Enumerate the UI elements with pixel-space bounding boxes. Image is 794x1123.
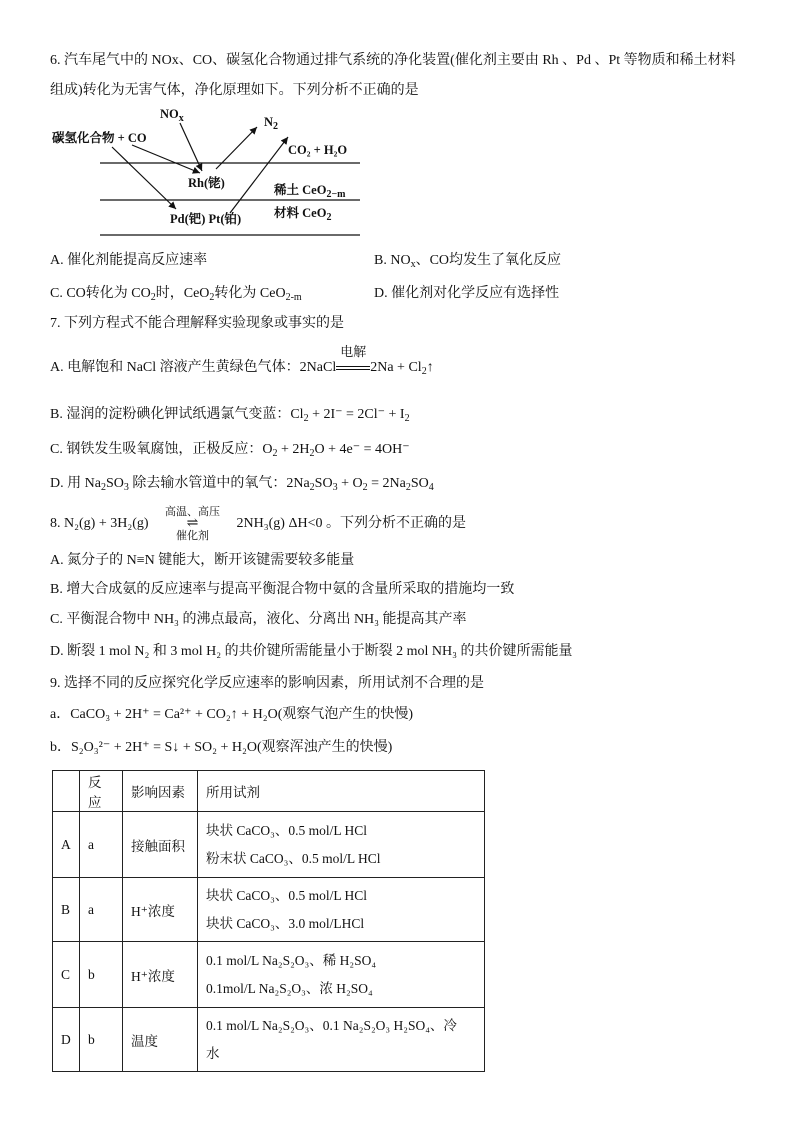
table-header-cell: 影响因素 (123, 771, 198, 812)
row-factor: H⁺浓度 (123, 878, 198, 942)
rare-earth-label: 稀土 CeO$_{2-m}$ (274, 183, 346, 200)
n2-label: $N_2$ (264, 115, 279, 132)
q8-option-d: D. 断裂 1 mol N₂ 和 3 mol H₂ 的共价键所需能量小于断裂 2 mol NH₃ 的共价键所需能量 (50, 644, 573, 659)
q8-condition-top: 高温、高压 (165, 506, 221, 518)
row-reagents: 0.1 mol/L Na₂S₂O₃、稀 H₂SO₄ 0.1mol/L Na₂S₂O₃、浓 H₂SO₄ (198, 942, 485, 1008)
reagent-table (52, 770, 485, 1072)
row-id: C (53, 942, 80, 1008)
table-row (53, 878, 485, 942)
row-reagents: 块状 CaCO₃、0.5 mol/L HCl 块状 CaCO₃、3.0 mol/LHCl (198, 878, 485, 942)
equilibrium-arrow: ⇌ (186, 516, 199, 531)
row-factor: H⁺浓度 (123, 942, 198, 1008)
q6-option-d: D. 催化剂对化学反应有选择性 (374, 286, 560, 301)
q6-stem-line2: 组成)转化为无害气体，净化原理如下。下列分析不正确的是 (50, 83, 419, 98)
q9-reaction-a: a．CaCO₃ + 2H⁺ = Ca²⁺ + CO₂↑ + H₂O(观察气泡产生的快慢) (50, 707, 414, 722)
q9-stem: 9. 选择不同的反应探究化学反应速率的影响因素，所用试剂不合理的是 (50, 676, 484, 691)
table-row (53, 942, 485, 1008)
row-id: B (53, 878, 80, 942)
row-reagents: 块状 CaCO₃、0.5 mol/L HCl 粉末状 CaCO₃、0.5 mol/L HCl (198, 812, 485, 878)
row-reaction: a (80, 878, 123, 942)
q7-option-a: A. 电解饱和 NaCl 溶液产生黄绿色气体：2NaCl 电解 $2Na + Cl_2↑$ (50, 344, 434, 377)
q6-option-b: B. $NO_x$、CO均发生了氧化反应 (374, 253, 562, 270)
row-factor: 温度 (123, 1008, 198, 1072)
q8-condition-bottom: 催化剂 (176, 530, 210, 542)
q7-option-b: B. 湿润的淀粉碘化钾试纸遇氯气变蓝：$Cl_2 + 2I^- = 2Cl^- + I_2$ (50, 407, 410, 424)
q9-reaction-b: b．S₂O₃²⁻ + 2H⁺ = S↓ + SO₂ + H₂O(观察浑浊产生的快慢) (50, 740, 393, 755)
table-header-row (53, 771, 485, 812)
co2-h2o-label: CO₂ + H₂O (288, 143, 348, 157)
table-header-cell (53, 771, 80, 812)
q6-option-c: C. CO转化为 $CO_2$时，CeO$_2$转化为 CeO$_{2-m}$ (50, 286, 302, 303)
q8-option-b: B. 增大合成氨的反应速率与提高平衡混合物中氨的含量所采取的措施均一致 (50, 582, 515, 597)
row-reagents: 0.1 mol/L Na₂S₂O₃、0.1 Na₂S₂O₃ H₂SO₄、冷 水 (198, 1008, 485, 1072)
row-reaction: a (80, 812, 123, 878)
rh-label: Rh(铑) (188, 176, 225, 190)
row-factor: 接触面积 (123, 812, 198, 878)
q8-stem: 8. N₂(g) + 3H₂(g) 高温、高压 ⇌ 催化剂 2NH₃(g) ΔH<0 。下列分析不正确的是 (50, 514, 466, 534)
row-id: A (53, 812, 80, 878)
row-reaction: b (80, 1008, 123, 1072)
table-header-cell: 所用试剂 (198, 771, 485, 812)
hydrocarbon-co-label: 碳氢化合物 + CO (52, 131, 147, 145)
row-id: D (53, 1008, 80, 1072)
q8-option-c: C. 平衡混合物中 NH₃ 的沸点最高，液化、分离出 NH₃ 能提高其产率 (50, 612, 467, 627)
q7-stem: 7. 下列方程式不能合理解释实验现象或事实的是 (50, 316, 344, 331)
pd-pt-label: Pd(钯) Pt(铂) (170, 212, 242, 226)
electrolysis-condition: 电解 (340, 344, 367, 359)
material-label: 材料 CeO$_2$ (274, 206, 332, 223)
row-reaction: b (80, 942, 123, 1008)
q8-option-a: A. 氮分子的 N≡N 键能大，断开该键需要较多能量 (50, 553, 355, 568)
q6-stem-line1: 6. 汽车尾气中的 NOx、CO、碳氢化合物通过排气系统的净化装置(催化剂主要由 Rh 、Pd 、Pt 等物质和稀土材料 (50, 53, 736, 68)
table-header-cell: 反应 (80, 771, 123, 812)
nox-label: $NO_x$ (160, 107, 184, 124)
q6-option-a: A. 催化剂能提高反应速率 (50, 253, 208, 268)
table-row (53, 812, 485, 878)
catalyst-diagram (52, 105, 372, 245)
table-row (53, 1008, 485, 1072)
q7-option-c: C. 钢铁发生吸氧腐蚀，正极反应：$O_2 + 2H_2O + 4e^- = 4OH^-$ (50, 442, 410, 459)
q7-option-d: D. 用 $Na_2SO_3$ 除去输水管道中的氧气：$2Na_2SO_3 + O_2 = 2Na_2SO_4$ (50, 476, 434, 493)
